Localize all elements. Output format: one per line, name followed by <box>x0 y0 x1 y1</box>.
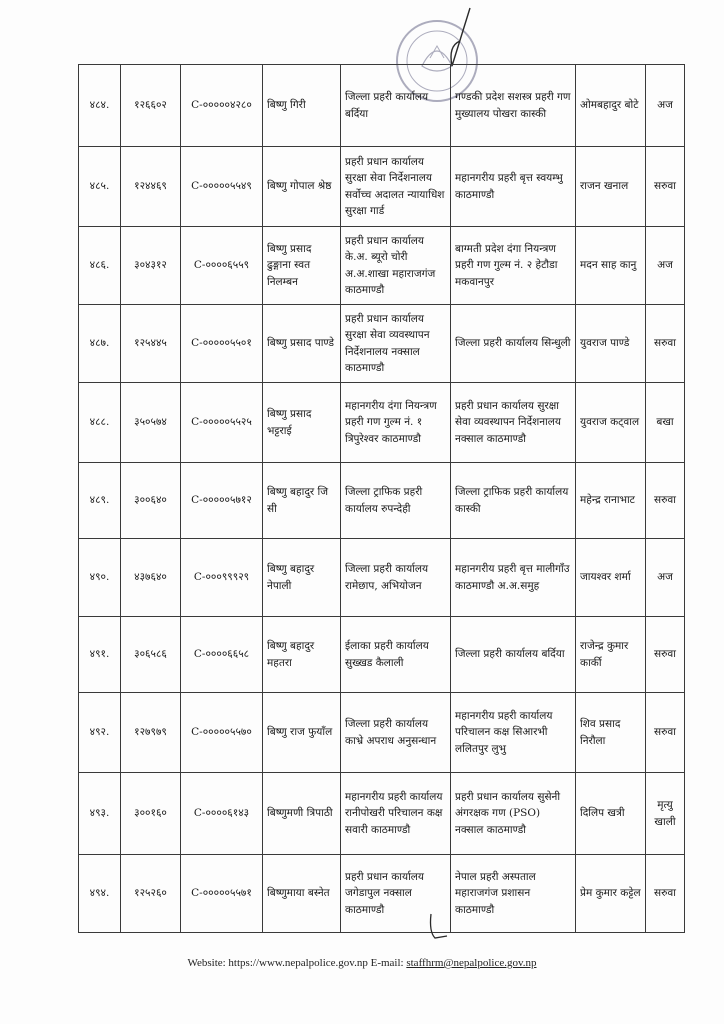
name-cell: बिष्णु प्रसाद ढुङ्गाना स्वत निलम्बन <box>263 227 341 305</box>
new-office-cell: जिल्ला प्रहरी कार्यालय बर्दिया <box>451 617 576 693</box>
replacement-name-cell: दिलिप खत्री <box>576 773 646 855</box>
current-office-cell: प्रहरी प्रधान कार्यालय सुरक्षा सेवा व्यवस्थापन निर्देशनालय नक्साल काठमाण्डौ <box>341 305 451 383</box>
serial-number-cell: ४८६. <box>79 227 121 305</box>
code-cell: C-००००६६५८ <box>181 617 263 693</box>
table-row <box>79 383 685 463</box>
id-number-cell: १२७९७९ <box>121 693 181 773</box>
code-cell: C-०००९९९२९ <box>181 539 263 617</box>
id-number-cell: ३००१६० <box>121 773 181 855</box>
new-office-cell: महानगरीय प्रहरी बृत्त मालीगाँउ काठमाण्डौ अ.अ.समुह <box>451 539 576 617</box>
page-footer <box>0 957 724 969</box>
status-cell: सरुवा <box>646 855 685 933</box>
new-office-cell: नेपाल प्रहरी अस्पताल महाराजगंज प्रशासन काठमाण्डौ <box>451 855 576 933</box>
footer-email-link[interactable]: staffhrm@nepalpolice.gov.np <box>406 957 537 969</box>
table-row <box>79 227 685 305</box>
current-office-cell: जिल्ला प्रहरी कार्यालय काभ्रे अपराध अनुसन्धान <box>341 693 451 773</box>
new-office-cell: जिल्ला प्रहरी कार्यालय सिन्धुली <box>451 305 576 383</box>
code-cell: C-००००६१४३ <box>181 773 263 855</box>
name-cell: बिष्णु बहादुर जि सी <box>263 463 341 539</box>
replacement-name-cell: ओमबहादुर बोटे <box>576 65 646 147</box>
id-number-cell: १२६६०२ <box>121 65 181 147</box>
replacement-name-cell: युवराज पाण्डे <box>576 305 646 383</box>
table-row <box>79 305 685 383</box>
signature-mark-bottom <box>425 912 455 942</box>
id-number-cell: ३०४३१२ <box>121 227 181 305</box>
table-row <box>79 617 685 693</box>
replacement-name-cell: महेन्द्र रानाभाट <box>576 463 646 539</box>
status-cell: सरुवा <box>646 305 685 383</box>
current-office-cell: महानगरीय प्रहरी कार्यालय रानीपोखरी परिचालन कक्ष सवारी काठमाण्डौ <box>341 773 451 855</box>
name-cell: बिष्णुमणी त्रिपाठी <box>263 773 341 855</box>
status-cell: बखा <box>646 383 685 463</box>
table-row <box>79 773 685 855</box>
records-table <box>78 64 685 933</box>
current-office-cell: जिल्ला प्रहरी कार्यालय रामेछाप, अभियोजन <box>341 539 451 617</box>
table-row <box>79 855 685 933</box>
footer-website-text: Website: https://www.nepalpolice.gov.np E-mail: <box>187 957 407 969</box>
new-office-cell: प्रहरी प्रधान कार्यालय सुरक्षा सेवा व्यवस्थापन निर्देशनालय नक्साल काठमाण्डौ <box>451 383 576 463</box>
current-office-cell: प्रहरी प्रधान कार्यालय जगेडापुल नक्साल काठमाण्डौ <box>341 855 451 933</box>
new-office-cell: महानगरीय प्रहरी कार्यालय परिचालन कक्ष सिआरभी ललितपुर लुभु <box>451 693 576 773</box>
id-number-cell: १२५४४५ <box>121 305 181 383</box>
serial-number-cell: ४८९. <box>79 463 121 539</box>
id-number-cell: ४३७६४० <box>121 539 181 617</box>
serial-number-cell: ४८४. <box>79 65 121 147</box>
status-cell: सरुवा <box>646 693 685 773</box>
serial-number-cell: ४९४. <box>79 855 121 933</box>
name-cell: बिष्णु प्रसाद भट्टराई <box>263 383 341 463</box>
name-cell: बिष्णु गोपाल श्रेष्ठ <box>263 147 341 227</box>
replacement-name-cell: राजन खनाल <box>576 147 646 227</box>
id-number-cell: १२५२६० <box>121 855 181 933</box>
id-number-cell: ३०६५८६ <box>121 617 181 693</box>
serial-number-cell: ४८८. <box>79 383 121 463</box>
new-office-cell: जिल्ला ट्राफिक प्रहरी कार्यालय कास्की <box>451 463 576 539</box>
table-row <box>79 147 685 227</box>
code-cell: C-०००००५५७० <box>181 693 263 773</box>
name-cell: बिष्णु राज फुयाँल <box>263 693 341 773</box>
name-cell: बिष्णुमाया बस्नेत <box>263 855 341 933</box>
serial-number-cell: ४९२. <box>79 693 121 773</box>
name-cell: बिष्णु गिरी <box>263 65 341 147</box>
name-cell: बिष्णु बहादुर महतरा <box>263 617 341 693</box>
code-cell: C-०००००५५२५ <box>181 383 263 463</box>
id-number-cell: ३००६४० <box>121 463 181 539</box>
table-row <box>79 463 685 539</box>
table-row <box>79 65 685 147</box>
status-cell: मृत्यु खाली <box>646 773 685 855</box>
replacement-name-cell: प्रेम कुमार कट्टेल <box>576 855 646 933</box>
new-office-cell: महानगरीय प्रहरी बृत्त स्वयम्भु काठमाण्डौ <box>451 147 576 227</box>
id-number-cell: १२४४६९ <box>121 147 181 227</box>
current-office-cell: जिल्ला प्रहरी कार्यालय बर्दिया <box>341 65 451 147</box>
new-office-cell: बाग्मती प्रदेश दंगा नियन्त्रण प्रहरी गण गुल्म नं. २ हेटौडा मकवानपुर <box>451 227 576 305</box>
code-cell: C-०००००५५०१ <box>181 305 263 383</box>
code-cell: C-०००००४२८० <box>181 65 263 147</box>
name-cell: बिष्णु बहादुर नेपाली <box>263 539 341 617</box>
code-cell: C-०००००५५४९ <box>181 147 263 227</box>
serial-number-cell: ४९०. <box>79 539 121 617</box>
name-cell: बिष्णु प्रसाद पाण्डे <box>263 305 341 383</box>
current-office-cell: प्रहरी प्रधान कार्यालय सुरक्षा सेवा निर्देशनालय सर्वोच्च अदालत न्यायाधिश सुरक्षा गार्ड <box>341 147 451 227</box>
table-row <box>79 539 685 617</box>
status-cell: अज <box>646 227 685 305</box>
replacement-name-cell: शिव प्रसाद निरौला <box>576 693 646 773</box>
replacement-name-cell: जायश्वर शर्मा <box>576 539 646 617</box>
status-cell: अज <box>646 65 685 147</box>
code-cell: C-०००००५७१२ <box>181 463 263 539</box>
status-cell: सरुवा <box>646 617 685 693</box>
current-office-cell: ईलाका प्रहरी कार्यालय सुख्खड कैलाली <box>341 617 451 693</box>
new-office-cell: गण्डकी प्रदेश सशस्त्र प्रहरी गण मुख्यालय पोखरा कास्की <box>451 65 576 147</box>
replacement-name-cell: युवराज कट्वाल <box>576 383 646 463</box>
status-cell: सरुवा <box>646 147 685 227</box>
new-office-cell: प्रहरी प्रधान कार्यालय सुसेनी अंगरक्षक गण (PSO) नक्साल काठमाण्डौ <box>451 773 576 855</box>
code-cell: C-०००००५५७१ <box>181 855 263 933</box>
table-row <box>79 693 685 773</box>
serial-number-cell: ४८५. <box>79 147 121 227</box>
status-cell: सरुवा <box>646 463 685 539</box>
current-office-cell: जिल्ला ट्राफिक प्रहरी कार्यालय रुपन्देही <box>341 463 451 539</box>
replacement-name-cell: राजेन्द्र कुमार कार्की <box>576 617 646 693</box>
replacement-name-cell: मदन साह कानु <box>576 227 646 305</box>
current-office-cell: महानगरीय दंगा नियन्त्रण प्रहरी गण गुल्म नं. १ त्रिपुरेश्वर काठमाण्डौ <box>341 383 451 463</box>
code-cell: C-००००६५५९ <box>181 227 263 305</box>
id-number-cell: ३५०५७४ <box>121 383 181 463</box>
serial-number-cell: ४८७. <box>79 305 121 383</box>
serial-number-cell: ४९१. <box>79 617 121 693</box>
status-cell: अज <box>646 539 685 617</box>
serial-number-cell: ४९३. <box>79 773 121 855</box>
current-office-cell: प्रहरी प्रधान कार्यालय के.अ. ब्यूरो चोरी अ.अ.शाखा महाराजगंज काठमाण्डौ <box>341 227 451 305</box>
